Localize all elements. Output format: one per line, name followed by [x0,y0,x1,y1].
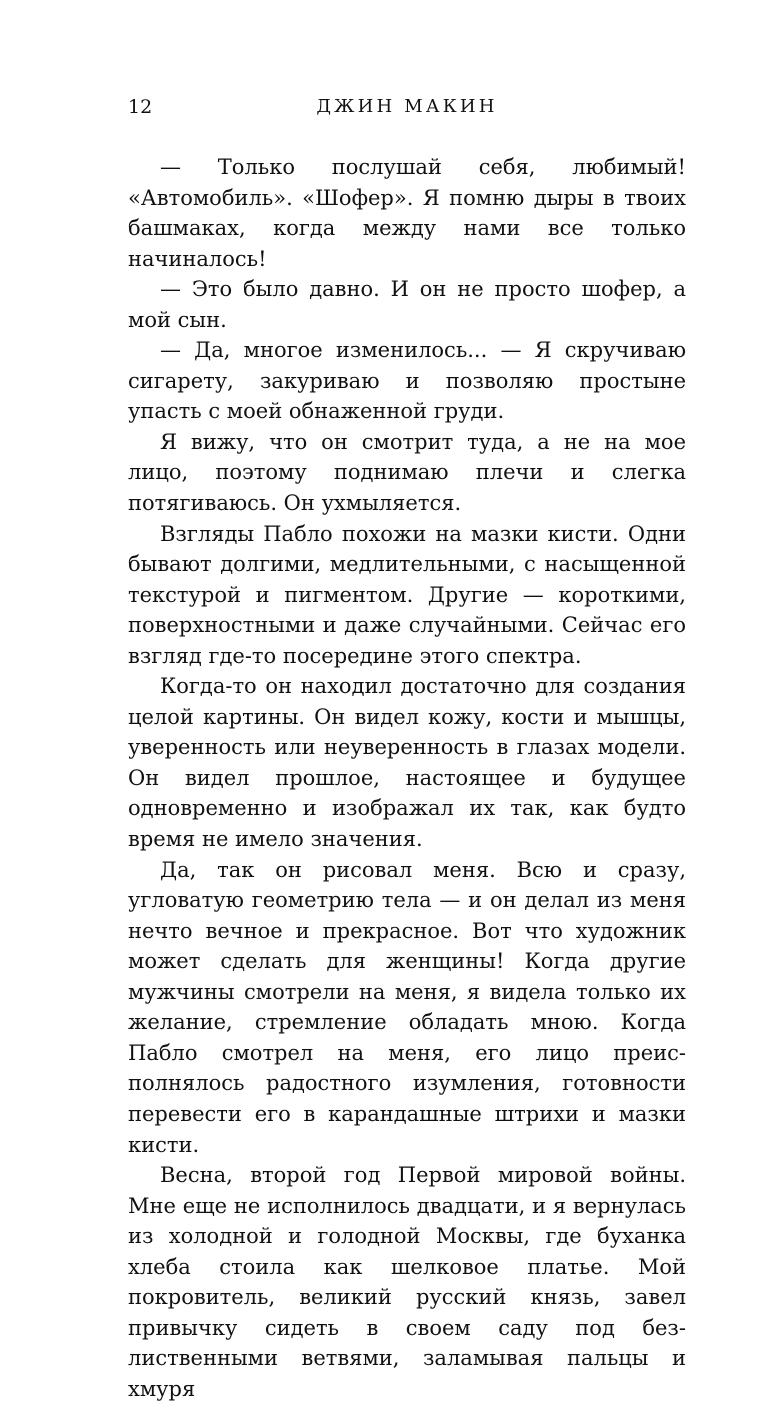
body-text [128,152,686,1404]
paragraph: Да, так он рисовал меня. Всю и сразу, угловатую геометрию тела — и он делал из меня нечто вечное и прекрасное. Вот что художник может сделать для женщины! Когда другие мужчины смотрели на меня, я видела только их желание, стремление обладать мною. Когда Пабло смотрел на меня, его лицо преисполнялось радостного изумления, готовности перевести его в карандашные штрихи и мазки кисти. [128,857,686,1157]
paragraph: — Только послушай себя, любимый! «Автомобиль». «Шофер». Я помню дыры в твоих башмаках, когда между нами все только начиналось! [128,155,686,271]
paragraph: — Это было давно. И он не просто шофер, а мой сын. [128,277,686,332]
paragraph: — Да, многое изменилось... — Я скручиваю сигарету, закуриваю и позволяю простыне упасть с моей обнаженной груди. [128,338,686,424]
running-head [128,92,686,122]
running-title: ДЖИН МАКИН [316,96,498,117]
paragraph: Когда-то он находил достаточно для создания целой картины. Он видел кожу, кости и мышцы, уверенность или неуверенность в глазах модели. Он видел прошлое, настоящее и будущее одновременно и изображал их так, как будто время не имело значения. [128,674,686,852]
page-number: 12 [128,96,153,118]
paragraph: Я вижу, что он смотрит туда, а не на мое лицо, поэтому поднимаю плечи и слегка потягиваюсь. Он ухмыляется. [128,429,686,516]
paragraph: Взгляды Пабло похожи на мазки кисти. Одни бывают долгими, медлительными, с насыщенной текстурой и пигментом. Другие — короткими, поверхностными и даже случайными. Сейчас его взгляд где-то посередине этого спектра. [128,521,686,668]
paragraph: Весна, второй год Первой мировой войны. Мне еще не исполнилось двадцати, и я вернулась из холодной и голодной Москвы, где буханка хлеба стоила как шелковое платье. Мой покровитель, великий русский князь, завел привычку сидеть в своем саду под безлиственными ветвями, заламывая пальцы и хмуря [128,1163,686,1401]
